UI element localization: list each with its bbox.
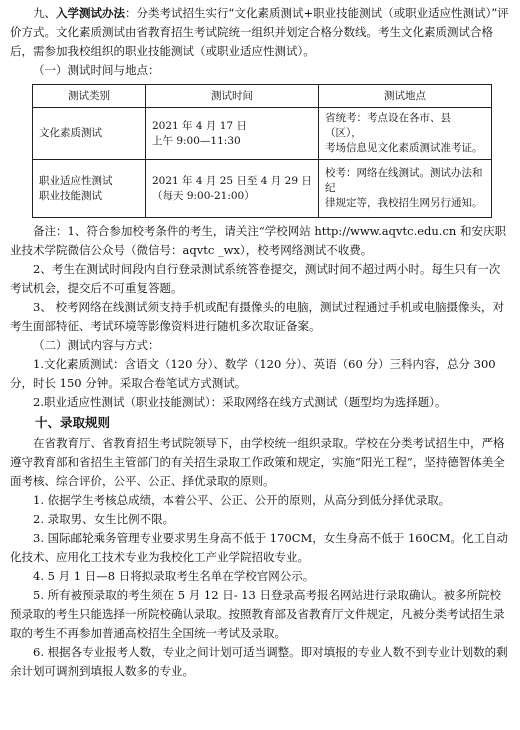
section9-heading-bold: 入学测试办法 <box>56 6 125 20</box>
section10-intro: 在省教育厅、省教育招生考试院领导下，由学校统一组织录取。学校在分类考试招生中，严格遵守教育部和省招生主管部门的有关招生录取工作政策和规定，实施“阳光工程”，坚持德智体美全面考核、综合评价，公平、公正、择优录取的原则。 <box>10 436 505 488</box>
category-line: 职业技能测试 <box>39 189 102 202</box>
time-line: （每天 9:00-21:00） <box>152 189 255 202</box>
table-cell-category <box>33 160 146 218</box>
note-3: 3、 校考网络在线测试须支持手机或配有摄像头的电脑，测试过程通过手机或电脑摄像头，对考生面部特征、考试环境等影像资料进行随机多次取证备案。 <box>10 300 504 333</box>
content-1: 1.文化素质测试：含语文（120 分）、数学（120 分）、英语（60 分）三科内容，总分 300分，时长 150 分钟。采取合卷笔试方式测试。 <box>10 357 496 390</box>
table-cell-place <box>319 160 492 218</box>
time-line: 2021 年 4 月 25 日至 4 月 29 日 <box>152 174 312 187</box>
place-line: 律规定等，我校招生网另行通知。 <box>325 197 483 209</box>
place-line: 考场信息见文化素质测试准考证。 <box>325 142 483 154</box>
section9-intro: ：分类考试招生实行“文化素质测试+职业技能测试（或职业适应性测试）”评价方式。文化素质测试由省教育招生考试院统一组织并划定合格分数线。考生文化素质测试合格后，需参加我校组织的职业技能测试（或职业适应性测试）。 <box>10 6 509 58</box>
table-cell-category <box>33 108 146 160</box>
section10-heading: 十、录取规则 <box>35 415 111 430</box>
table-header-category: 测试类别 <box>33 85 146 108</box>
rule-item: 4. 5 月 1 日—8 日将拟录取考生名单在学校官网公示。 <box>33 569 315 583</box>
category-line: 文化素质测试 <box>39 127 102 139</box>
section9-heading-prefix: 九、 <box>33 6 56 20</box>
category-line: 职业适应性测试 <box>39 174 113 187</box>
section9-sub2: （二）测试内容与方式： <box>33 338 160 352</box>
table-header-place: 测试地点 <box>319 85 492 108</box>
table-row <box>33 108 492 160</box>
rule-item: 6. 根据各专业报考人数，专业之间计划可适当调整。即对填报的专业人数不到专业计划数的剩余计划可调剂到填报人数多的专业。 <box>10 645 508 678</box>
table-cell-time <box>146 160 319 218</box>
rule-item: 5. 所有被预录取的考生须在 5 月 12 日- 13 日登录高考报名网站进行录取确认。被多所院校预录取的考生只能选择一所院校确认录取。按照教育部及省教育厅文件规定，凡被分类考试招生录取的考生不再参加普通高校招生全国统一考试及录取。 <box>10 588 505 640</box>
place-line: 校考：网络在线测试。测试办法和纪 <box>325 167 483 194</box>
test-schedule-table <box>32 84 492 218</box>
time-line: 上午 9:00—11:30 <box>152 134 241 147</box>
place-line: 省统考：考点设在各市、县（区）， <box>325 112 451 139</box>
table-header-time: 测试时间 <box>146 85 319 108</box>
time-line: 2021 年 4 月 17 日 <box>152 119 247 132</box>
section9-heading <box>10 4 510 61</box>
note-2: 2、考生在测试时间段内自行登录测试系统答卷提交，测试时间不超过两小时。每生只有一次考试机会，提交后不可重复答题。 <box>10 262 501 295</box>
table-cell-time <box>146 108 319 160</box>
section9-sub1: （一）测试时间与地点： <box>33 63 160 77</box>
rule-item: 1. 依据学生考核总成绩，本着公平、公正、公开的原则，从高分到低分择优录取。 <box>33 493 451 507</box>
content-2: 2.职业适应性测试（职业技能测试）：采取网络在线方式测试（题型均为选择题）。 <box>33 395 447 409</box>
rule-item: 2. 录取男、女生比例不限。 <box>33 512 175 526</box>
table-header-row <box>33 85 492 108</box>
rule-item: 3. 国际邮轮乘务管理专业要求男生身高不低于 170CM，女生身高不低于 160CM。化工自动化技术、应用化工技术专业为我校化工产业学院招收专业。 <box>10 531 508 564</box>
note-1: 备注：1、符合参加校考条件的考生，请关注“学校网站 http://www.aqvtc.edu.cn 和安庆职业技术学院微信公众号（微信号：aqvtc _wx），校考网络测试不收费。 <box>10 224 506 257</box>
table-row <box>33 160 492 218</box>
table-cell-place <box>319 108 492 160</box>
